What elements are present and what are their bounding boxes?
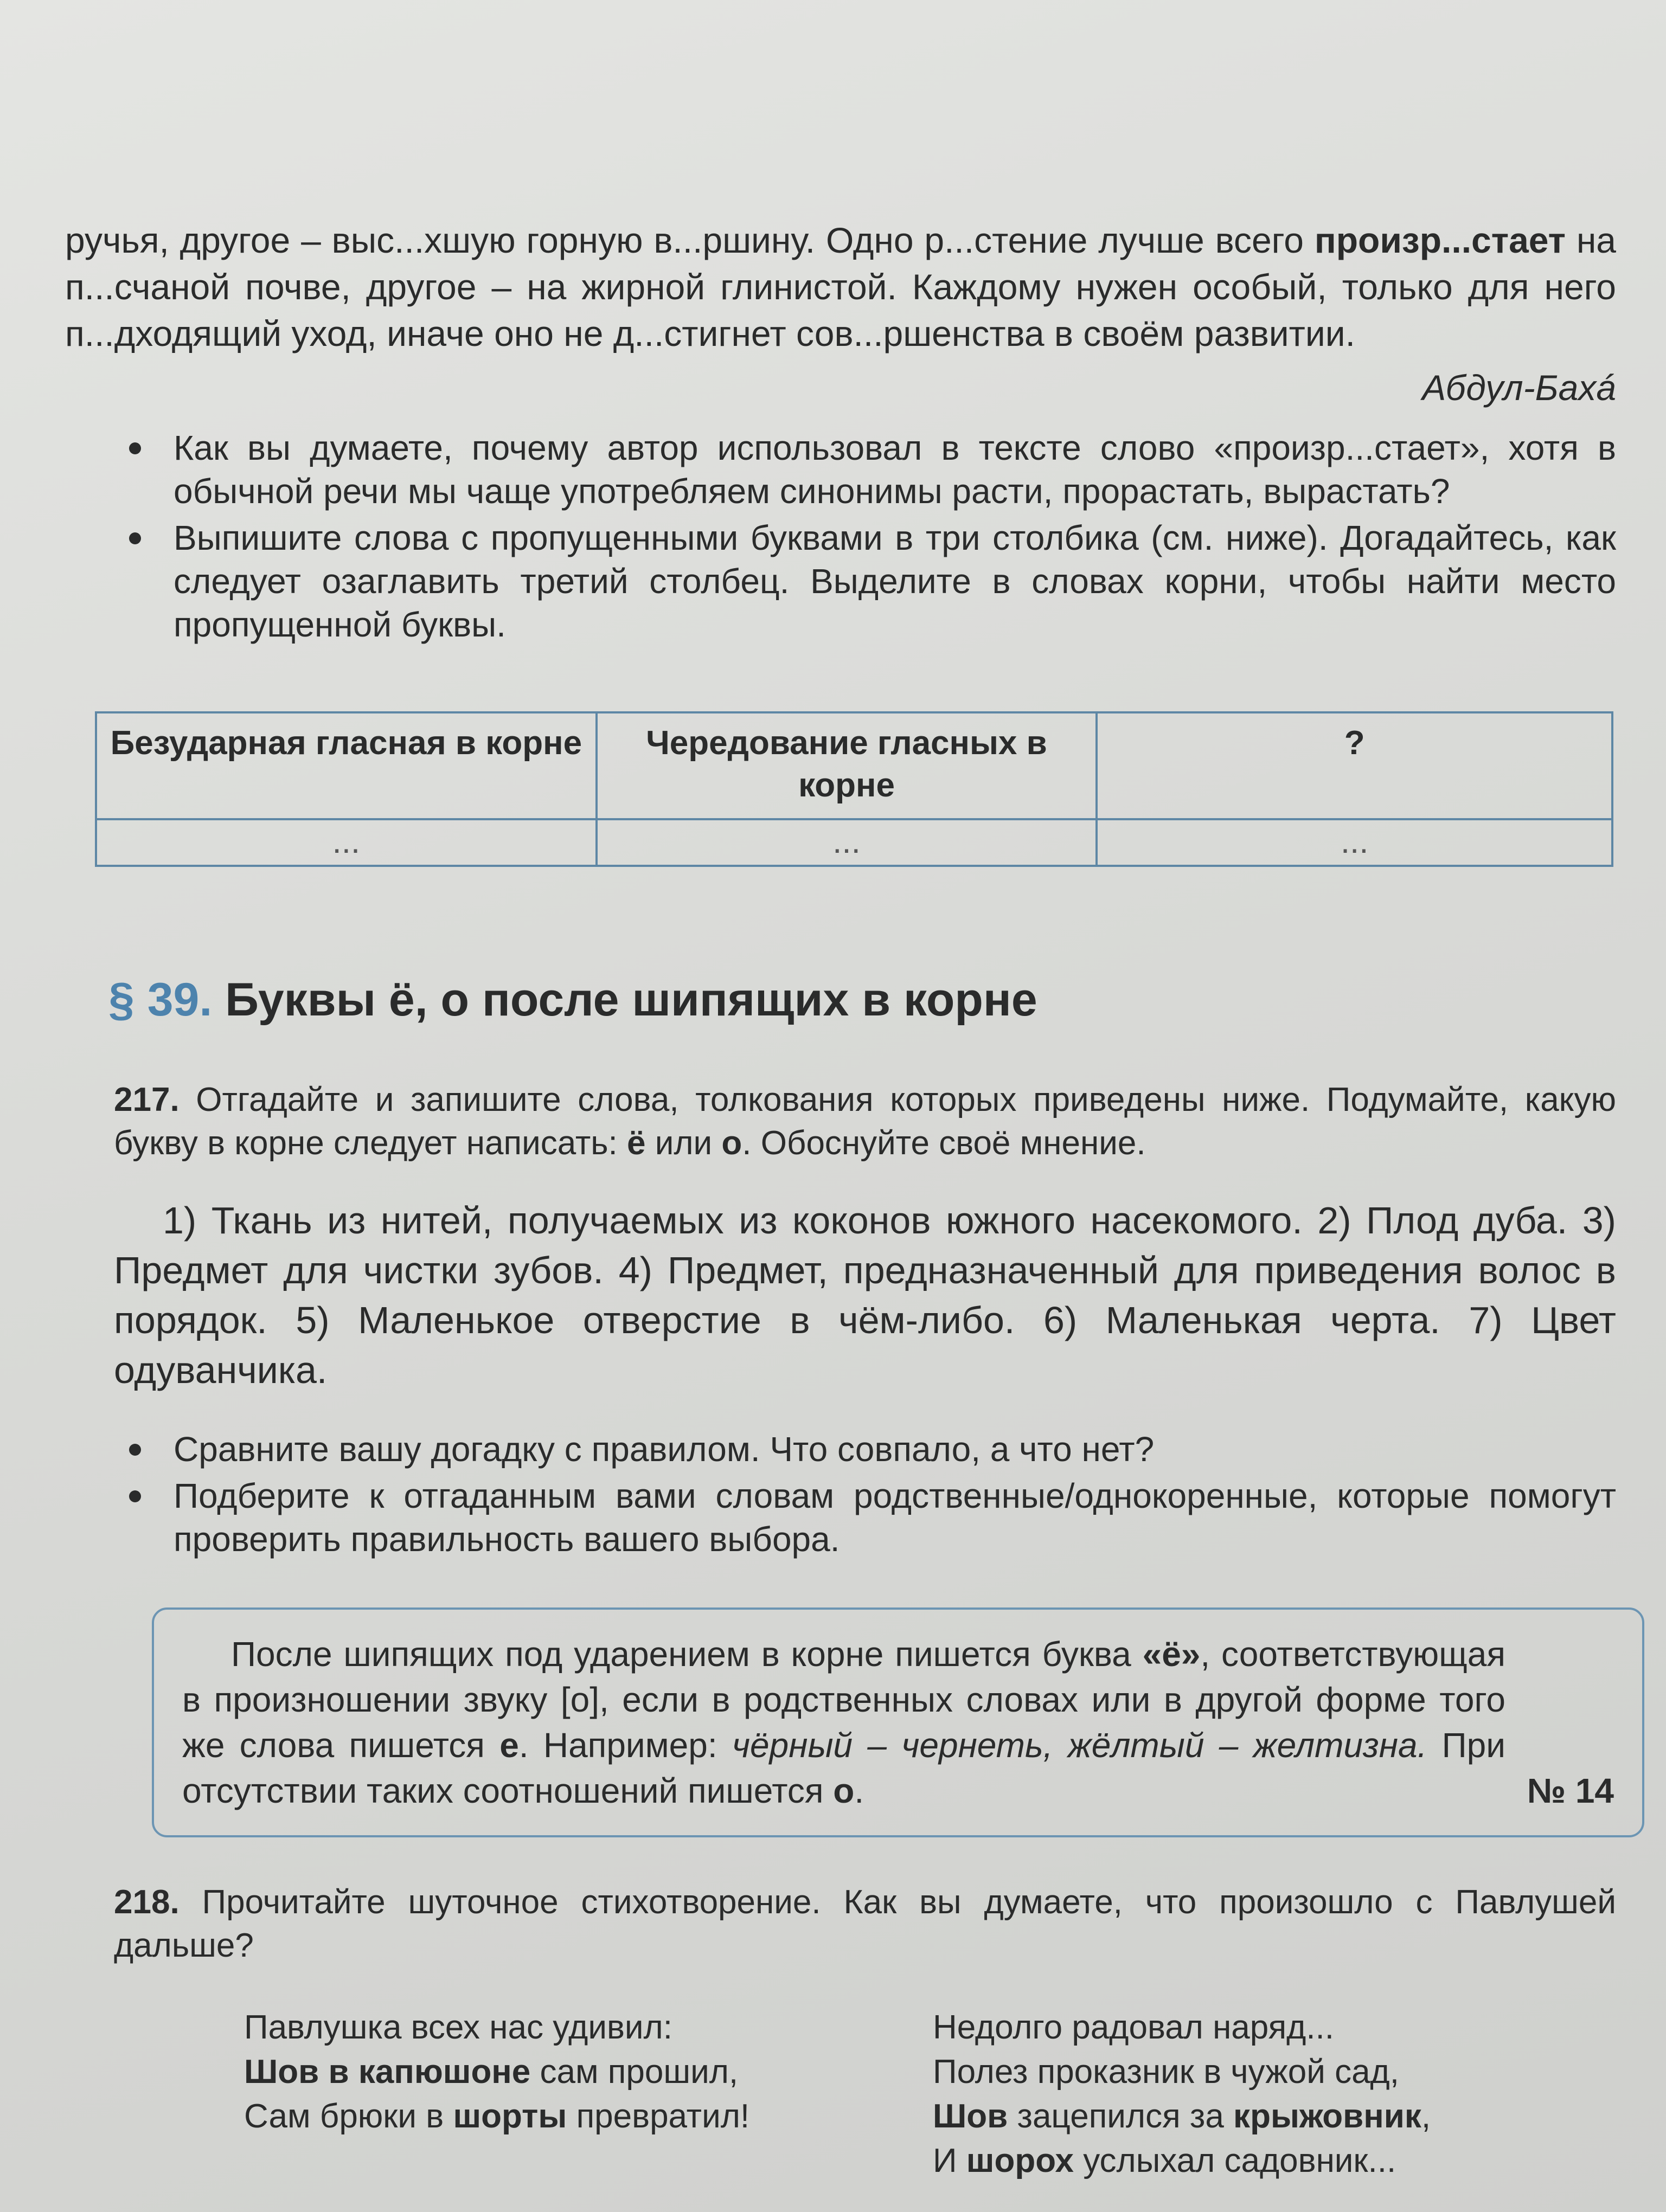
passage-bold-word: произр...стает <box>1314 220 1566 260</box>
poem-text: Сам брюки в <box>244 2098 453 2135</box>
table-header-row <box>96 712 1612 819</box>
question-item: Сравните вашу догадку с правилом. Что совпало, а что нет? <box>65 1427 1616 1471</box>
task-letter: о <box>721 1124 742 1162</box>
task-letter: ё <box>626 1124 646 1162</box>
question-item: Как вы думаете, почему автор использовал в тексте слово «произр...стает», хотя в обычной речи мы чаще употребляем синонимы расти, прорастать, вырастать? <box>65 426 1616 513</box>
poem-text: шорох <box>966 2142 1074 2179</box>
poem-line <box>933 2094 1556 2139</box>
page-content <box>65 217 1616 2183</box>
poem-text: , <box>1421 2098 1431 2135</box>
task-text-part: Отгадайте и запишите слова, толкования которых приведены ниже. Подумайте, какую букву в корне следует написать: <box>114 1081 1616 1162</box>
rule-text-part: После шипящих под ударением в корне пишется буква <box>231 1635 1143 1674</box>
poem-line <box>244 2005 868 2050</box>
poem <box>244 2005 1616 2183</box>
question-item: Подберите к отгаданным вами словам родственные/однокоренные, которые помогут проверить правильность вашего выбора. <box>65 1474 1616 1561</box>
poem-text: зацепился за <box>1008 2098 1234 2135</box>
rule-example: чёрный – чернеть, жёлтый – желтизна. <box>732 1726 1427 1765</box>
task-text-part: . Обоснуйте своё мнение. <box>742 1124 1146 1162</box>
rule-letter: е <box>499 1726 519 1765</box>
rule-text <box>182 1631 1614 1814</box>
rule-letter: о <box>833 1771 855 1810</box>
task-218-instructions <box>114 1881 1616 1967</box>
question-item: Выпишите слова с пропущенными буквами в три столбика (см. ниже). Догадайтесь, как следует озаглавить третий столбец. Выделите в словах корни, чтобы найти место пропущенной буквы. <box>65 516 1616 646</box>
word-columns-table <box>95 711 1613 867</box>
poem-text: Шов в капюшоне <box>244 2053 531 2091</box>
section-title: Буквы ё, о после шипящих в корне <box>212 974 1037 1026</box>
poem-line <box>244 2094 868 2139</box>
poem-line <box>244 2050 868 2094</box>
task-text-part: Прочитайте шуточное стихотворение. Как вы думаете, что произошло с Павлушей дальше? <box>114 1883 1616 1964</box>
task-217-riddles: 1) Ткань из нитей, получаемых из коконов южного насекомого. 2) Плод дуба. 3) Предмет для чистки зубов. 4) Предмет, предназначенный для приведения волос в порядок. 5) Маленькое отверстие в чём-либо. 6) Маленькая черта. 7) Цвет одуванчика. <box>114 1199 1616 1391</box>
poem-text: Полез проказник в чужой сад, <box>933 2053 1399 2091</box>
passage-line-rest: на п...счаной почве, другое – на жирной глинистой. Каждому нужен особый, только для него п...дходящий уход, иначе оно не д...стигнет сов...ршенства в своём развитии. <box>65 220 1616 353</box>
task-217-instructions <box>114 1078 1616 1165</box>
poem-text: Недолго радовал наряд... <box>933 2009 1335 2046</box>
poem-text: шорты <box>453 2098 567 2135</box>
poem-text: Павлушка всех нас удивил: <box>244 2009 672 2046</box>
rule-reference: № 14 <box>1527 1771 1614 1810</box>
rule-text-part: , соответствующая в произношении звуку [о], если в родственных словах или в другой форме того же слова пишется <box>182 1635 1506 1765</box>
poem-line <box>933 2139 1556 2183</box>
rule-text-part: При отсутствии таких соотношений пишется <box>182 1726 1506 1810</box>
passage-text <box>65 217 1616 357</box>
task-number: 218. <box>114 1883 180 1921</box>
poem-column-right <box>933 2005 1556 2183</box>
section-number: § 39. <box>108 974 213 1026</box>
poem-text: сам прошил, <box>530 2053 739 2091</box>
poem-text: услыхал садовник... <box>1074 2142 1396 2179</box>
poem-text: Шов <box>933 2098 1008 2135</box>
poem-text: превратил! <box>567 2098 750 2135</box>
table-row <box>96 819 1612 866</box>
table-header-cell: Чередование гласных в корне <box>597 712 1097 819</box>
table-cell: ... <box>1097 819 1612 866</box>
task-number: 217. <box>114 1081 180 1118</box>
poem-text: И <box>933 2142 966 2179</box>
rule-text-part: . Например: <box>518 1726 732 1765</box>
table-header-cell: ? <box>1097 712 1612 819</box>
table-cell: ... <box>597 819 1097 866</box>
poem-text: крыжовник <box>1233 2098 1421 2135</box>
question-list-1 <box>65 426 1616 646</box>
table-cell: ... <box>96 819 597 866</box>
passage-line-1: ручья, другое – выс...хшую горную в...ршину. Одно р...стение лучше всего <box>65 220 1304 260</box>
question-list-2 <box>65 1427 1616 1561</box>
section-heading <box>108 970 1616 1030</box>
rule-text-part: . <box>854 1771 864 1810</box>
poem-line <box>933 2005 1556 2050</box>
rule-letter: «ё» <box>1142 1635 1201 1674</box>
rule-box <box>152 1607 1644 1837</box>
poem-line <box>933 2050 1556 2094</box>
passage-author: Абдул-Бахá <box>1422 368 1616 408</box>
task-text-part: или <box>645 1124 722 1162</box>
table-header-cell: Безударная гласная в корне <box>96 712 597 819</box>
poem-column-left <box>244 2005 868 2183</box>
